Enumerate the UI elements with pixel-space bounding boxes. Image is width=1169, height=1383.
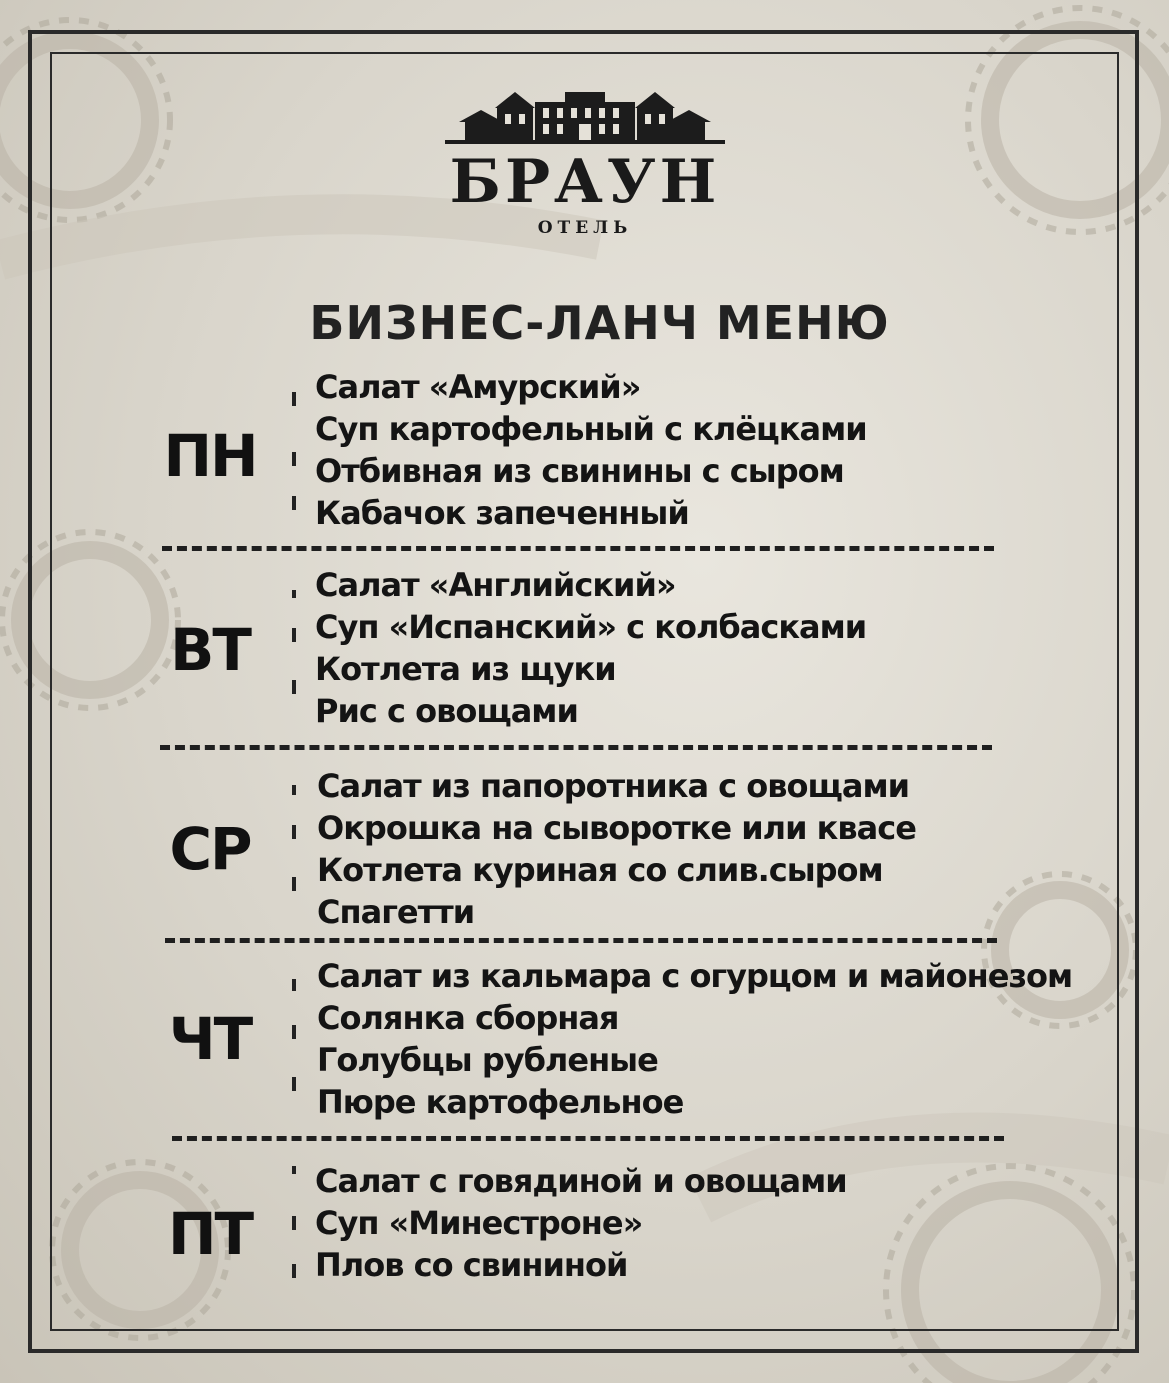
dashed-divider	[160, 745, 992, 750]
day-section-tue	[0, 564, 1169, 734]
hotel-brand-name: БРАУН	[449, 147, 721, 217]
dashed-divider	[172, 1136, 1004, 1141]
menu-item: Салат с говядиной и овощами	[315, 1162, 847, 1200]
day-code: ВТ	[170, 616, 250, 684]
hotel-logo	[440, 88, 730, 278]
menu-item: Котлета из щуки	[315, 650, 616, 688]
menu-item: Окрошка на сыворотке или квасе	[317, 809, 916, 847]
menu-item: Суп картофельный с клёцками	[315, 410, 867, 448]
menu-item: Салат «Амурский»	[315, 368, 641, 406]
menu-item: Отбивная из свинины с сыром	[315, 452, 844, 490]
day-code: СР	[169, 815, 251, 883]
menu-item: Голубцы рубленые	[317, 1041, 658, 1079]
menu-item: Салат из папоротника с овощами	[317, 767, 910, 805]
menu-item: Суп «Испанский» с колбасками	[315, 608, 867, 646]
dashed-divider	[162, 546, 994, 551]
menu-item: Котлета куриная со слив.сыром	[317, 851, 883, 889]
day-code: ПТ	[167, 1200, 253, 1268]
menu-item: Рис с овощами	[315, 692, 578, 730]
hotel-subtitle: ОТЕЛЬ	[537, 218, 633, 238]
day-section-thu	[0, 955, 1169, 1125]
menu-item: Кабачок запеченный	[315, 494, 689, 532]
menu-item: Салат из кальмара с огурцом и майонезом	[317, 957, 1073, 995]
menu-items	[315, 1160, 847, 1286]
menu-items	[315, 366, 867, 534]
day-section-mon	[0, 366, 1169, 536]
menu-item: Суп «Минестроне»	[315, 1204, 643, 1242]
menu-item: Салат «Английский»	[315, 566, 676, 604]
building-icon	[445, 88, 725, 148]
menu-items	[317, 955, 1072, 1123]
menu-items	[317, 765, 916, 933]
day-code: ПН	[163, 422, 257, 490]
dashed-divider	[165, 938, 997, 943]
menu-item: Спагетти	[317, 893, 475, 931]
menu-title: БИЗНЕС-ЛАНЧ МЕНЮ	[309, 296, 890, 350]
day-section-wed	[0, 765, 1169, 935]
menu-item: Плов со свининой	[315, 1246, 628, 1284]
menu-items	[315, 564, 866, 732]
menu-item: Солянка сборная	[317, 999, 619, 1037]
day-section-fri	[0, 1160, 1169, 1290]
menu-item: Пюре картофельное	[317, 1083, 684, 1121]
day-code: ЧТ	[168, 1005, 252, 1073]
